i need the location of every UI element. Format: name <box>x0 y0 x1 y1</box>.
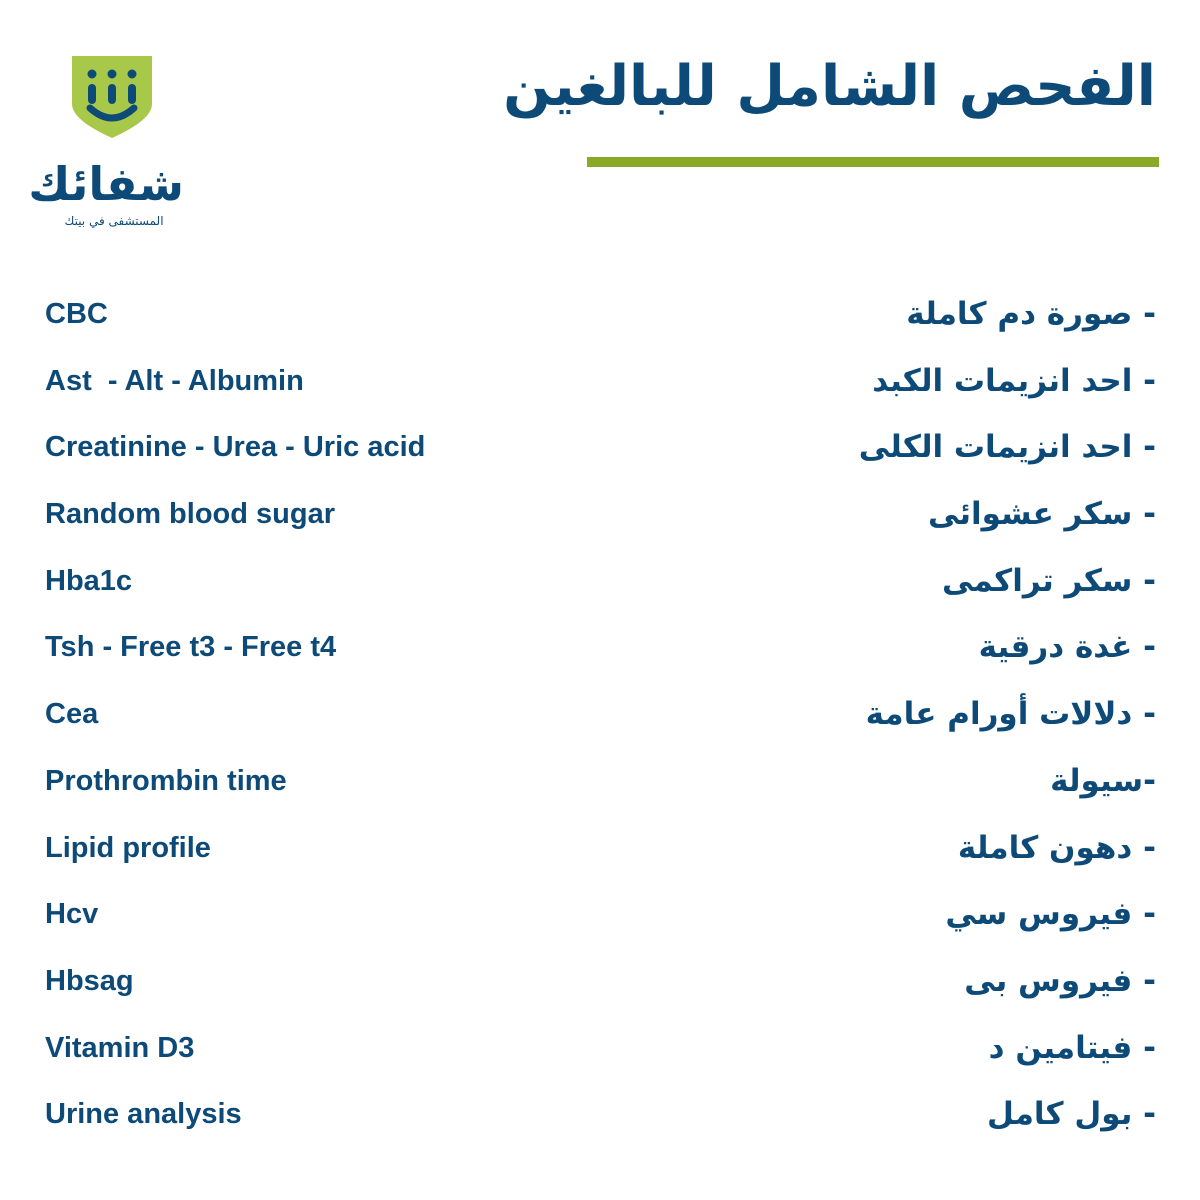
test-row <box>0 696 1200 763</box>
test-name-ar: - دهون كاملة <box>957 829 1156 866</box>
test-name-ar: - دلالات أورام عامة <box>865 696 1156 733</box>
test-name-en: Random blood sugar <box>45 498 335 531</box>
test-name-ar: - فيتامين د <box>988 1029 1156 1066</box>
test-name-ar: - صورة دم كاملة <box>906 296 1156 332</box>
test-name-en: Hba1c <box>45 564 133 597</box>
test-name-en: Tsh - Free t3 - Free t4 <box>45 631 337 664</box>
test-name-ar: - فيروس بى <box>964 962 1156 999</box>
smiley-shield-icon <box>70 54 154 138</box>
test-row <box>0 363 1200 430</box>
test-name-en: Hcv <box>45 898 99 931</box>
test-row <box>0 429 1200 496</box>
test-name-en: Cea <box>45 698 99 731</box>
test-name-en: Hbsag <box>45 964 134 997</box>
test-row <box>0 296 1200 363</box>
test-name-ar: - احد انزيمات الكبد <box>872 362 1156 399</box>
tests-list <box>0 296 1200 1163</box>
test-name-ar: - احد انزيمات الكلى <box>858 429 1156 466</box>
test-name-en: Creatinine - Urea - Uric acid <box>45 431 426 464</box>
test-row <box>0 896 1200 963</box>
test-name-en: Ast - Alt - Albumin <box>45 364 304 397</box>
test-row <box>0 830 1200 897</box>
test-name-en: Urine analysis <box>45 1098 242 1131</box>
test-name-en: Lipid profile <box>45 831 211 864</box>
test-row <box>0 1096 1200 1163</box>
test-name-en: Vitamin D3 <box>45 1031 195 1064</box>
test-name-ar: - بول كامل <box>987 1096 1156 1133</box>
test-row <box>0 563 1200 630</box>
test-name-ar: - سكر تراكمى <box>942 562 1156 599</box>
test-name-en: Prothrombin time <box>45 764 287 797</box>
test-name-en: CBC <box>45 298 108 330</box>
test-name-ar: - غدة درقية <box>978 629 1156 666</box>
test-row <box>0 496 1200 563</box>
test-row <box>0 1030 1200 1097</box>
test-row <box>0 763 1200 830</box>
brand-logo <box>28 54 184 234</box>
brand-name: شفائك <box>28 157 184 211</box>
test-name-ar: - سكر عشوائى <box>927 496 1156 533</box>
test-row <box>0 963 1200 1030</box>
title-underline <box>587 157 1159 167</box>
test-name-ar: -سيولة <box>1039 762 1156 799</box>
page-title: الفحص الشامل للبالغين <box>503 54 1156 119</box>
test-row <box>0 629 1200 696</box>
brand-tagline: المستشفى في بيتك <box>64 214 164 228</box>
test-name-ar: - فيروس سي <box>945 896 1156 933</box>
